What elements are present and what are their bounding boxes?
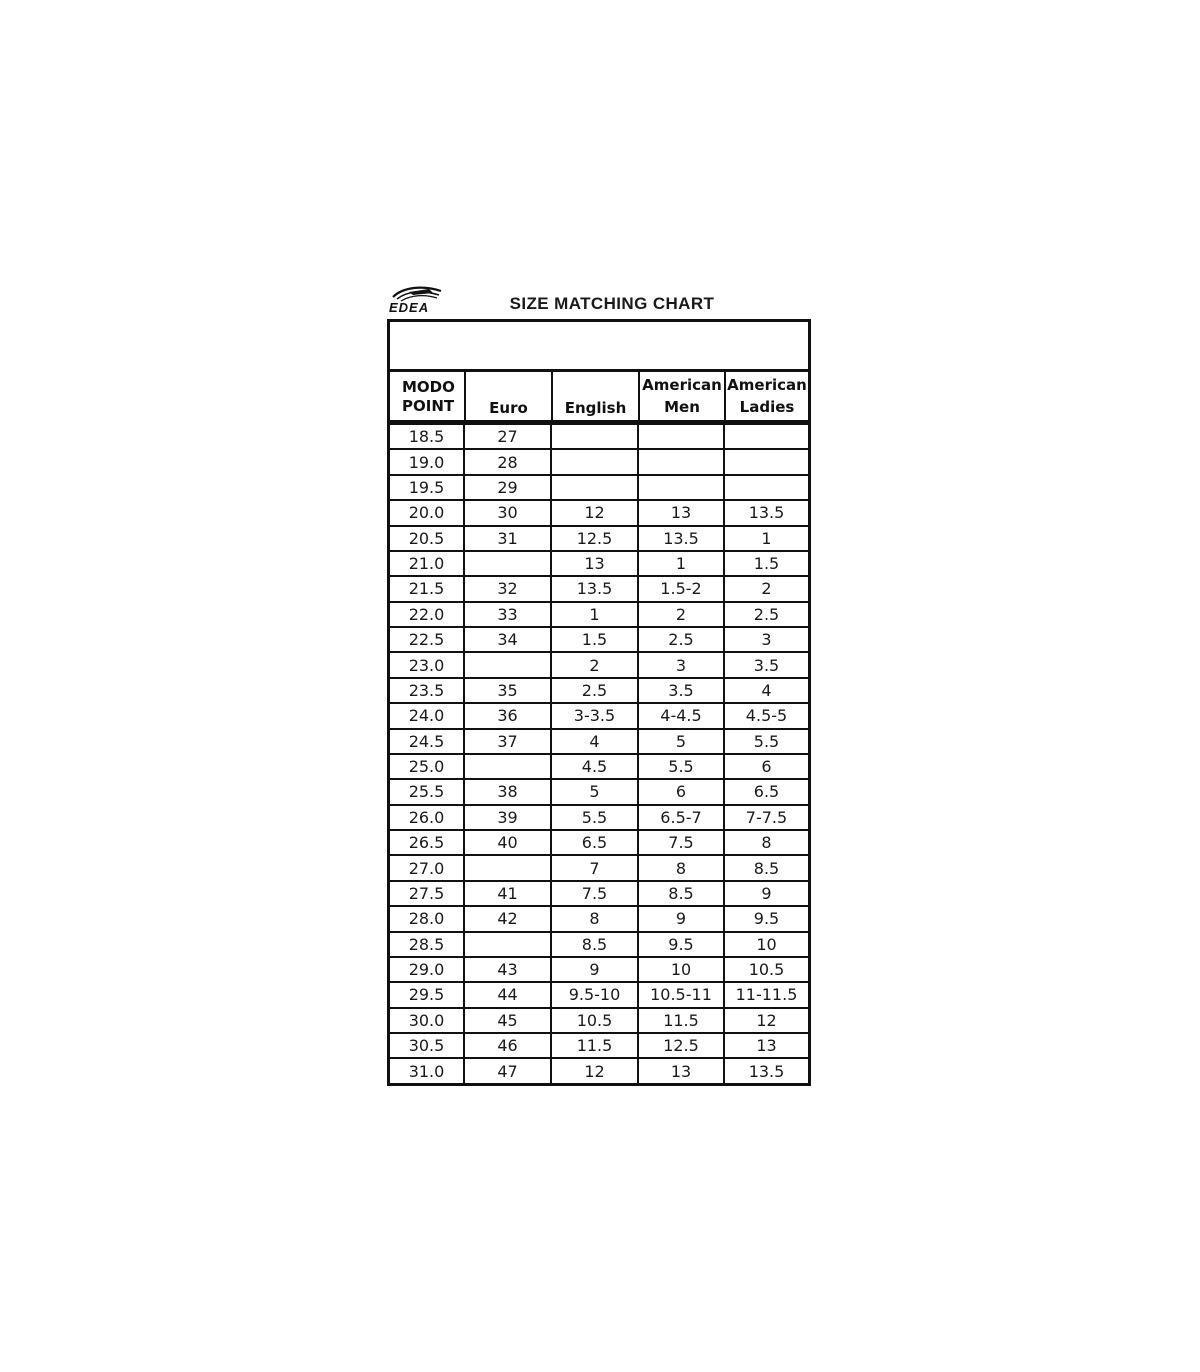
table-cell: 31.0 [390,1058,464,1083]
table-cell: 8 [638,855,724,880]
table-cell: 29.5 [390,982,464,1007]
table-cell: 5.5 [638,754,724,779]
table-cell: 2 [638,602,724,627]
table-cell: 5.5 [551,805,638,830]
table-row [390,678,808,703]
table-cell: 31 [464,526,551,551]
table-row [390,652,808,677]
table-cell: 2.5 [551,678,638,703]
table-cell [724,449,808,474]
table-row [390,1008,808,1033]
table-cell: 10 [724,932,808,957]
chart-banner [390,322,808,372]
table-cell: 26.0 [390,805,464,830]
table-cell: 12.5 [638,1033,724,1058]
table-cell: 9 [638,906,724,931]
table-cell: 46 [464,1033,551,1058]
table-cell: 30 [464,500,551,525]
table-cell: 8.5 [551,932,638,957]
table-cell: 13.5 [638,526,724,551]
table-cell: 28 [464,449,551,474]
table-cell: 4.5-5 [724,703,808,728]
table-cell: 10.5-11 [638,982,724,1007]
table-cell: 10 [638,957,724,982]
header-modo-line2: POINT [402,397,455,415]
header-modo-line1: MODO [402,378,455,396]
table-cell [638,424,724,449]
table-cell: 5.5 [724,729,808,754]
table-cell: 27.5 [390,881,464,906]
table-row [390,424,808,449]
table-cell [464,652,551,677]
table-row [390,754,808,779]
table-row [390,805,808,830]
table-cell: 9.5 [638,932,724,957]
table-row [390,602,808,627]
table-row [390,906,808,931]
table-cell: 11-11.5 [724,982,808,1007]
table-cell: 4 [724,678,808,703]
table-cell: 39 [464,805,551,830]
table-cell: 6.5 [724,779,808,804]
table-cell [638,475,724,500]
table-row [390,982,808,1007]
table-cell: 30.5 [390,1033,464,1058]
table-cell: 2 [724,576,808,601]
table-cell: 32 [464,576,551,601]
table-cell: 11.5 [638,1008,724,1033]
table-cell: 44 [464,982,551,1007]
table-cell: 9 [724,881,808,906]
table-cell: 23.5 [390,678,464,703]
table-row [390,779,808,804]
header-euro: Euro [489,399,528,417]
table-cell: 4.5 [551,754,638,779]
table-cell: 21.5 [390,576,464,601]
table-cell: 6.5-7 [638,805,724,830]
header-american-ladies-line2: Ladies [739,398,795,416]
table-cell: 41 [464,881,551,906]
table-cell [464,754,551,779]
table-cell: 27 [464,424,551,449]
table-cell: 34 [464,627,551,652]
table-cell: 36 [464,703,551,728]
table-header [390,372,808,423]
page-title: SIZE MATCHING CHART [509,294,715,313]
table-row [390,957,808,982]
table-cell [464,932,551,957]
size-table [390,423,808,1084]
table-cell: 1 [638,551,724,576]
table-cell: 25.5 [390,779,464,804]
table-cell: 3.5 [724,652,808,677]
table-cell: 3 [638,652,724,677]
table-row [390,703,808,728]
table-cell: 1.5-2 [638,576,724,601]
table-cell: 27.0 [390,855,464,880]
table-cell: 9.5 [724,906,808,931]
header-modo-point [390,372,464,420]
table-row [390,576,808,601]
size-table-body [390,424,808,1084]
table-cell [551,475,638,500]
table-row [390,475,808,500]
table-cell: 40 [464,830,551,855]
table-cell [551,449,638,474]
table-row [390,500,808,525]
table-row [390,627,808,652]
header-american-ladies [726,372,808,420]
table-cell: 4-4.5 [638,703,724,728]
table-cell: 38 [464,779,551,804]
table-cell: 4 [551,729,638,754]
table-cell: 21.0 [390,551,464,576]
table-row [390,830,808,855]
table-cell: 9 [551,957,638,982]
table-cell: 2.5 [638,627,724,652]
table-cell [464,855,551,880]
table-cell: 22.0 [390,602,464,627]
table-cell: 43 [464,957,551,982]
table-cell: 29.0 [390,957,464,982]
header-divider [724,372,726,420]
table-cell: 13.5 [724,1058,808,1083]
table-cell: 8.5 [638,881,724,906]
table-row [390,551,808,576]
table-cell: 12 [551,500,638,525]
edea-logo [389,283,445,315]
table-cell: 11.5 [551,1033,638,1058]
table-cell: 6.5 [551,830,638,855]
table-cell: 3 [724,627,808,652]
table-cell: 7.5 [638,830,724,855]
table-cell: 13 [638,1058,724,1083]
table-cell: 22.5 [390,627,464,652]
header-american-ladies-line1: American [727,376,807,394]
table-cell: 45 [464,1008,551,1033]
table-cell: 19.5 [390,475,464,500]
table-row [390,932,808,957]
table-cell: 35 [464,678,551,703]
table-cell: 6 [638,779,724,804]
table-cell: 29 [464,475,551,500]
table-row [390,526,808,551]
table-row [390,1033,808,1058]
table-cell: 24.5 [390,729,464,754]
table-row [390,729,808,754]
table-cell: 19.0 [390,449,464,474]
table-cell [464,551,551,576]
table-cell: 7 [551,855,638,880]
table-cell: 10.5 [724,957,808,982]
table-cell: 30.0 [390,1008,464,1033]
table-row [390,449,808,474]
table-row [390,1058,808,1083]
table-cell: 1.5 [551,627,638,652]
table-cell: 47 [464,1058,551,1083]
table-cell [724,475,808,500]
table-cell: 26.5 [390,830,464,855]
table-cell: 13.5 [724,500,808,525]
header-american-men-line1: American [642,376,722,394]
table-cell: 28.5 [390,932,464,957]
table-cell: 37 [464,729,551,754]
table-cell: 1 [724,526,808,551]
table-cell: 9.5-10 [551,982,638,1007]
table-cell: 12 [551,1058,638,1083]
table-cell: 3.5 [638,678,724,703]
header-divider [464,372,466,420]
table-cell: 13.5 [551,576,638,601]
table-cell: 12.5 [551,526,638,551]
table-cell [551,424,638,449]
table-cell: 10.5 [551,1008,638,1033]
table-cell: 1 [551,602,638,627]
size-chart [387,319,811,1086]
table-cell: 20.5 [390,526,464,551]
table-cell: 13 [551,551,638,576]
header-divider [551,372,553,420]
table-cell [638,449,724,474]
table-cell: 25.0 [390,754,464,779]
table-cell [724,424,808,449]
header-english: English [564,399,627,417]
table-cell: 2 [551,652,638,677]
table-cell: 28.0 [390,906,464,931]
table-cell: 8 [551,906,638,931]
table-cell: 6 [724,754,808,779]
table-cell: 18.5 [390,424,464,449]
logo-wordmark: EDEA [389,300,430,315]
table-cell: 23.0 [390,652,464,677]
table-cell: 7.5 [551,881,638,906]
table-cell: 13 [724,1033,808,1058]
table-cell: 5 [551,779,638,804]
table-cell: 42 [464,906,551,931]
table-cell: 20.0 [390,500,464,525]
table-cell: 5 [638,729,724,754]
header-divider [638,372,640,420]
header-american-men-line2: Men [664,398,700,416]
table-cell: 1.5 [724,551,808,576]
table-cell: 7-7.5 [724,805,808,830]
table-cell: 24.0 [390,703,464,728]
table-cell: 8.5 [724,855,808,880]
table-cell: 2.5 [724,602,808,627]
header-american-men [640,372,724,420]
table-row [390,855,808,880]
table-cell: 33 [464,602,551,627]
table-cell: 3-3.5 [551,703,638,728]
table-cell: 8 [724,830,808,855]
table-row [390,881,808,906]
table-cell: 12 [724,1008,808,1033]
table-cell: 13 [638,500,724,525]
